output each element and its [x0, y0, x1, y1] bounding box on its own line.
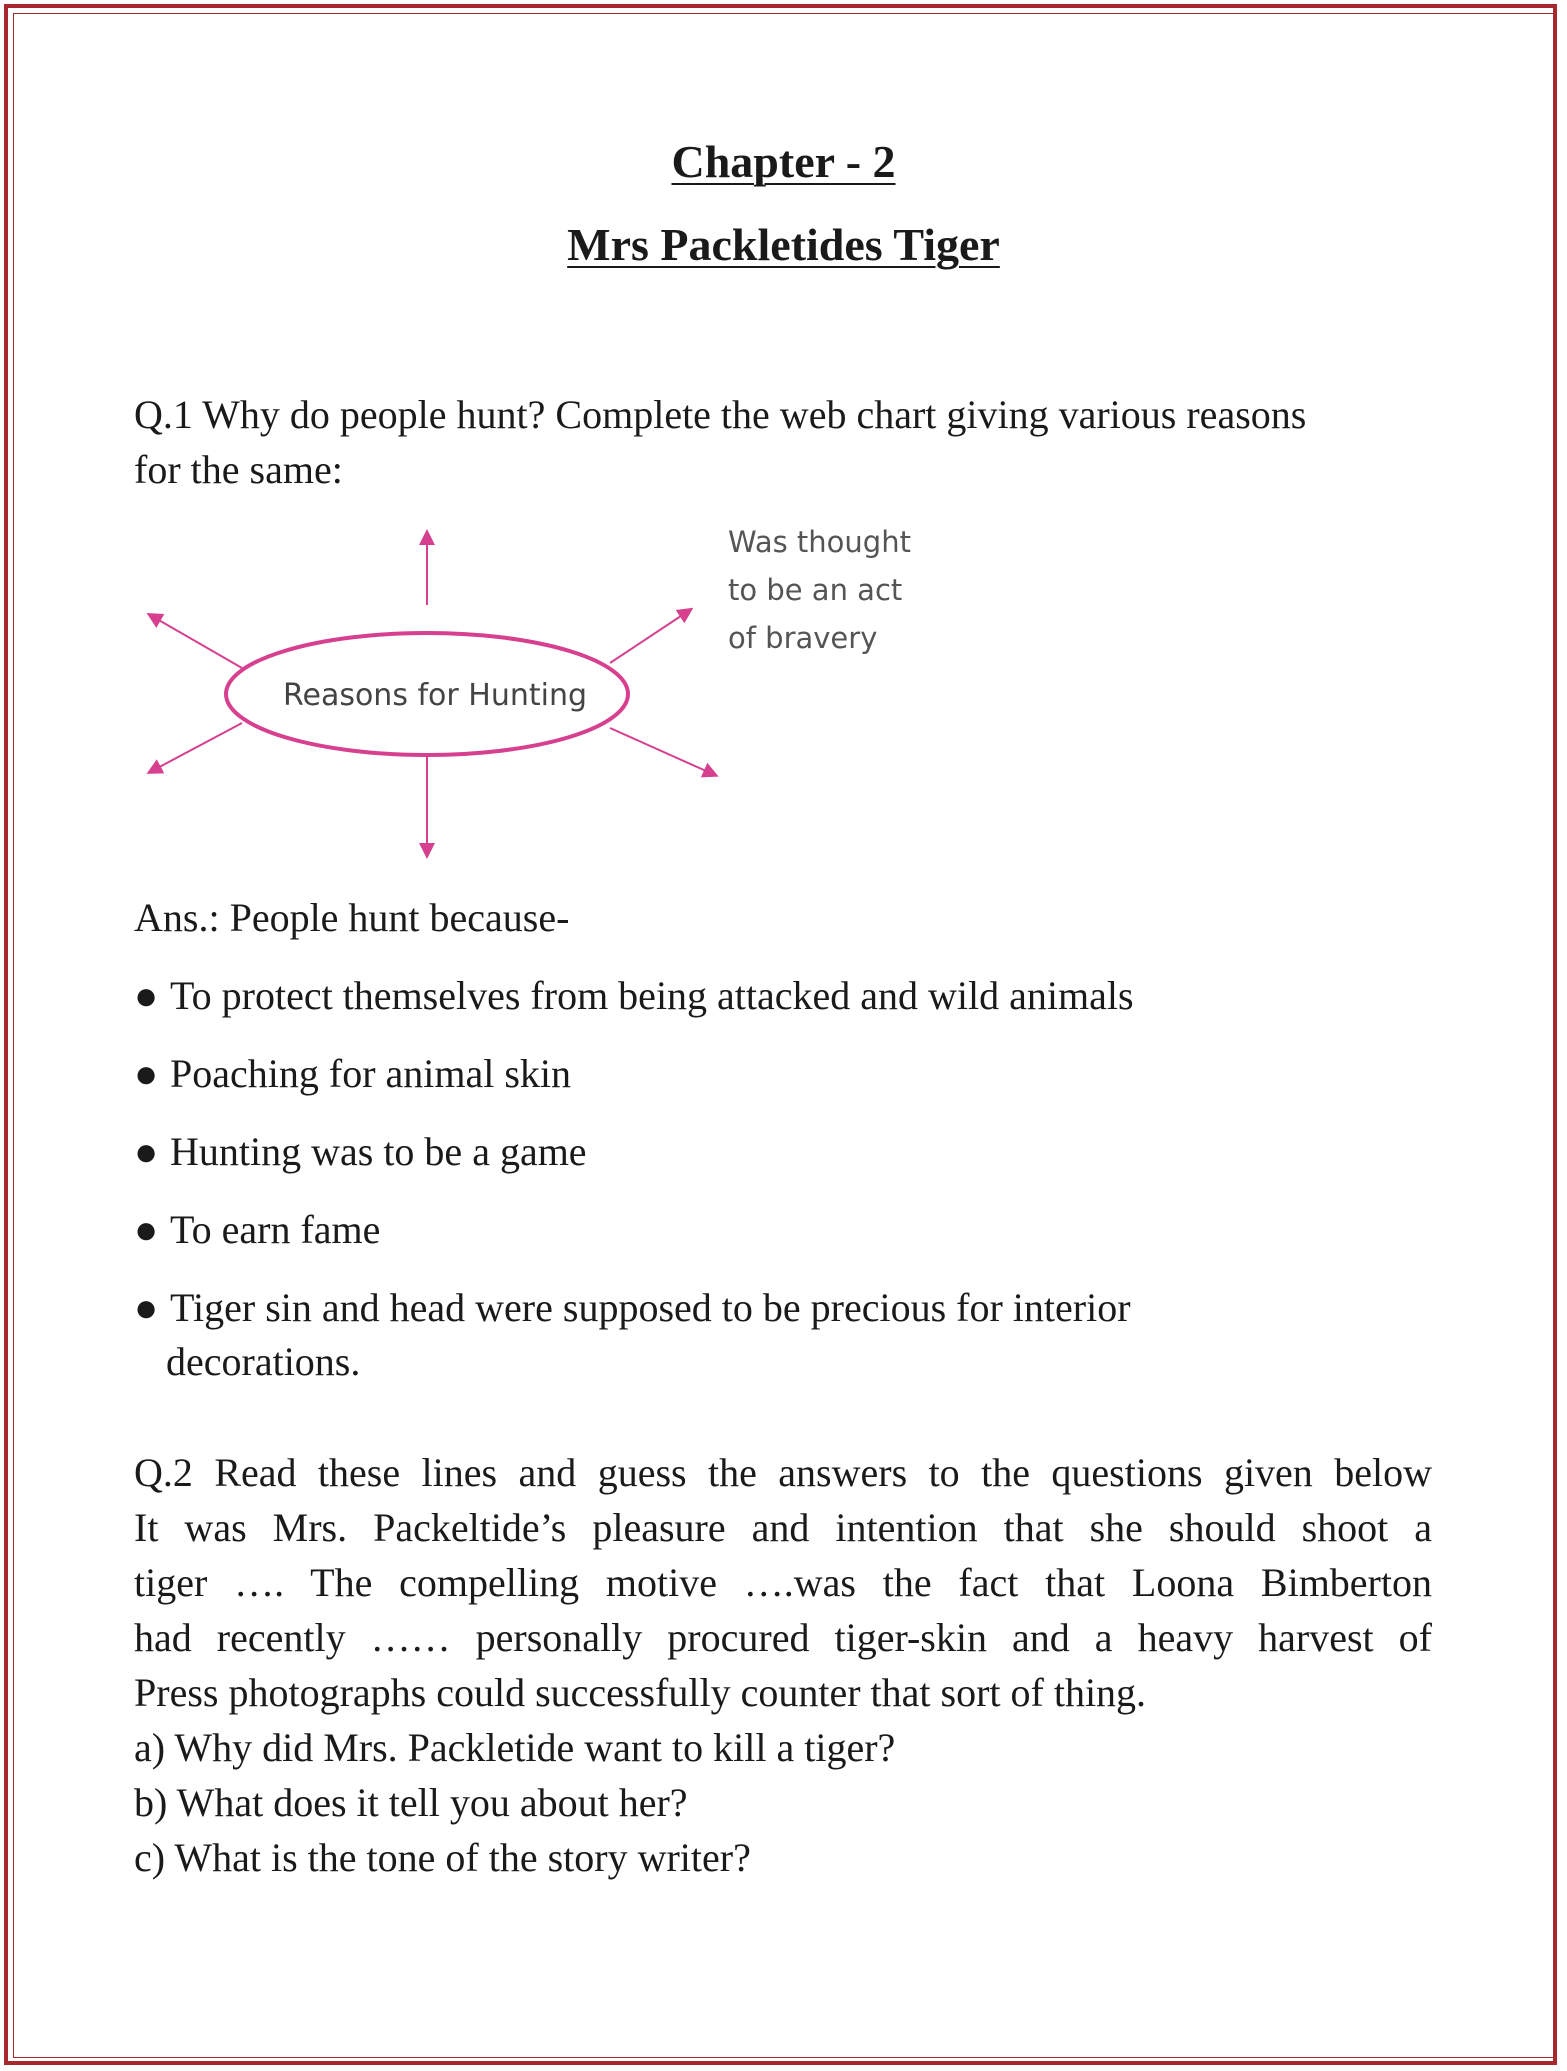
spoke-top-right	[610, 610, 690, 663]
bullet-icon: ●	[134, 1207, 159, 1252]
q2-passage	[134, 1445, 1432, 1885]
chart-note-line: to be an act	[728, 573, 903, 607]
spoke-top-left	[150, 615, 242, 668]
answer-bullet: ● Tiger sin and head were supposed to be precious for interior	[134, 1280, 1434, 1335]
q2-line: It was Mrs. Packeltide’s pleasure and intention that she should shoot a	[134, 1505, 1432, 1550]
answer-continuation: decorations.	[166, 1339, 361, 1384]
q2-line: Press photographs could successfully counter that sort of thing.	[134, 1670, 1147, 1715]
bullet-icon: ●	[134, 1129, 159, 1174]
chapter-title: Mrs Packletides Tiger	[567, 219, 1000, 270]
q2-line: tiger …. The compelling motive ….was the fact that Loona Bimberton	[134, 1560, 1432, 1605]
spoke-bottom-right	[610, 728, 715, 775]
bullet-icon: ●	[134, 973, 159, 1018]
answer-bullet: ● To protect themselves from being attacked and wild animals	[134, 968, 1434, 1023]
answer-bullet: ● To earn fame	[134, 1202, 1434, 1257]
q1-text-line2: for the same:	[134, 447, 343, 492]
center-label: Reasons for Hunting	[282, 678, 588, 713]
q2-question: c) What is the tone of the story writer?	[134, 1835, 751, 1880]
q2-line: Q.2 Read these lines and guess the answers to the questions given below	[134, 1450, 1432, 1495]
q2-question: b) What does it tell you about her?	[134, 1780, 688, 1825]
answer-bullet: ● Hunting was to be a game	[134, 1124, 1434, 1179]
bullet-icon: ●	[134, 1051, 159, 1096]
web-chart	[130, 505, 750, 870]
chart-note-line: of bravery	[728, 621, 878, 655]
bullet-icon: ●	[134, 1285, 159, 1330]
chapter-number: Chapter - 2	[671, 136, 896, 187]
q1-text-line1: Q.1 Why do people hunt? Complete the web chart giving various reasons	[134, 392, 1307, 437]
q2-line: had recently …… personally procured tiger-skin and a heavy harvest of	[134, 1615, 1432, 1660]
spoke-bottom-left	[150, 723, 242, 772]
chart-note-line: Was thought	[728, 525, 911, 559]
answer-bullet: ● Poaching for animal skin	[134, 1046, 1434, 1101]
q2-question: a) Why did Mrs. Packletide want to kill a tiger?	[134, 1725, 896, 1770]
answer-intro: Ans.: People hunt because-	[134, 895, 570, 940]
